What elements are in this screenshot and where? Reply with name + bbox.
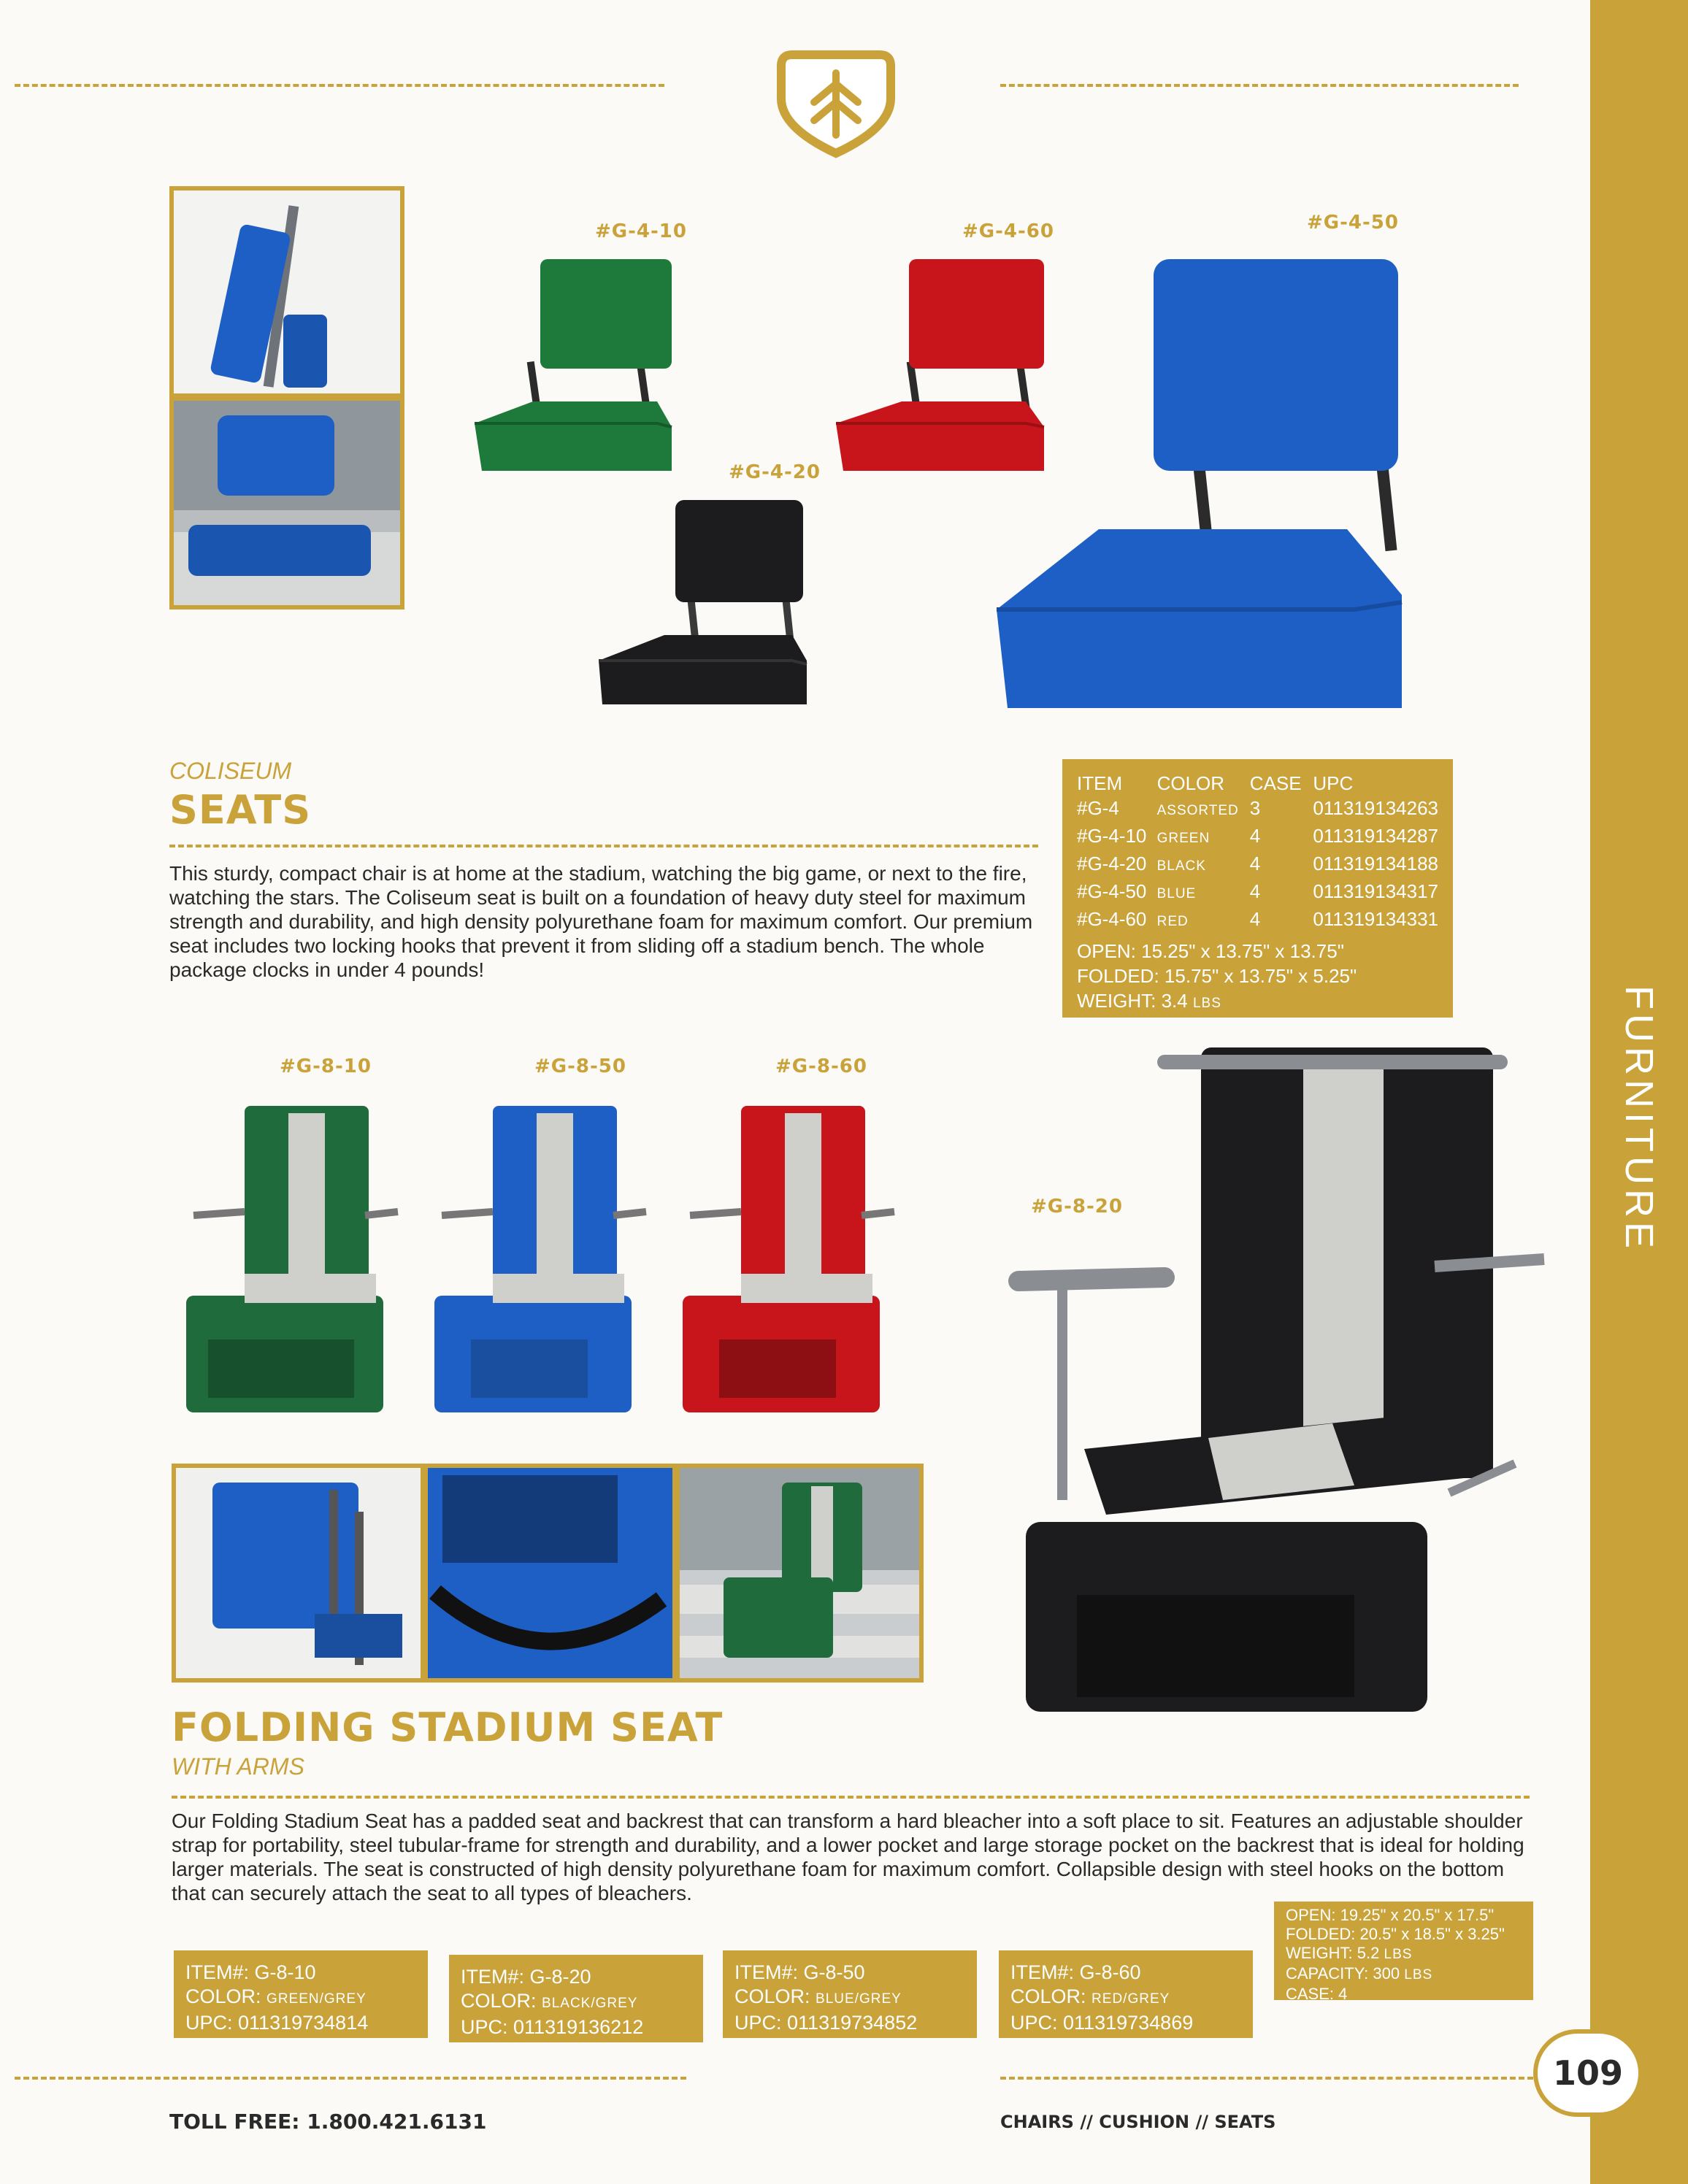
color-label: COLOR: — [461, 1990, 537, 2012]
item-upc-line — [461, 2015, 691, 2039]
page-number: 109 — [1533, 2029, 1643, 2117]
item-upc: 011319734852 — [787, 2012, 918, 2034]
item-upc-line — [185, 2011, 416, 2035]
item-card — [723, 1950, 977, 2038]
spec-capacity-unit: LBS — [1404, 1967, 1433, 1983]
spec-color: GREEN — [1156, 831, 1211, 846]
product-code: #G-8-10 — [280, 1056, 372, 1077]
spec-color: RED — [1156, 914, 1189, 929]
spec-header: COLOR — [1156, 772, 1225, 794]
section-title: SEATS — [169, 787, 312, 833]
spec-weight-label: WEIGHT: — [1077, 990, 1156, 1012]
spec-case: 4 — [1249, 908, 1261, 930]
spec-open-label: OPEN: — [1286, 1906, 1336, 1924]
spec-case: 4 — [1249, 825, 1261, 847]
photo-folded-seat — [169, 186, 404, 398]
item-number: G-8-10 — [254, 1961, 316, 1983]
spec-folded-value: 15.75" x 13.75" x 5.25" — [1164, 965, 1357, 987]
coliseum-seat-blue — [989, 252, 1409, 734]
upc-label: UPC: — [185, 2012, 233, 2034]
spec-header-row — [1077, 771, 1438, 796]
photo-folded-stadium-seat — [172, 1464, 425, 1683]
item-label: ITEM#: — [734, 1961, 799, 1983]
item-number: G-8-60 — [1079, 1961, 1141, 1983]
spec-upc: 011319134287 — [1313, 825, 1438, 847]
spec-weight-unit: LBS — [1192, 996, 1221, 1011]
folding-spec-box — [1274, 1902, 1533, 2003]
spec-weight — [1077, 988, 1438, 1016]
spec-item: #G-4-10 — [1077, 825, 1147, 847]
item-color-line — [1010, 1985, 1241, 2011]
spec-case: 3 — [1249, 797, 1261, 819]
spec-open — [1077, 939, 1438, 964]
photo-seat-on-bleacher — [675, 1464, 924, 1683]
product-code: #G-4-20 — [729, 461, 821, 483]
spec-folded — [1077, 964, 1438, 988]
folding-seat-blue — [427, 1099, 653, 1420]
item-color: BLUE/GREY — [816, 1991, 902, 2007]
item-color: BLACK/GREY — [542, 1996, 638, 2011]
item-upc: 011319734869 — [1063, 2012, 1194, 2034]
folding-description: Our Folding Stadium Seat has a padded seat and backrest that can transform a hard bleacher into a soft place to sit. Features an adjustable shoulder strap for portability, steel tubular-frame for strength and durability, and a lower pocket and large storage pocket on the backrest that is ideal for holding larger materials. The seat is constructed of high density polyurethane foam for maximum comfort. Collapsible design with steel hooks on the bottom that can securely attach the seat to all types of bleachers. — [172, 1810, 1524, 1904]
spec-item: #G-4 — [1077, 797, 1119, 819]
product-code: #G-4-10 — [595, 220, 687, 242]
item-color: RED/GREY — [1092, 1991, 1170, 2007]
item-number: G-8-20 — [529, 1966, 591, 1988]
section-divider — [172, 1796, 1530, 1799]
spec-weight-label: WEIGHT: — [1286, 1944, 1353, 1962]
spec-case — [1286, 1985, 1522, 2004]
item-color-line — [461, 1989, 691, 2015]
item-color-line — [734, 1985, 965, 2011]
spec-weight — [1286, 1944, 1522, 1964]
spec-capacity-label: CAPACITY: — [1286, 1964, 1369, 1983]
spec-item: #G-4-50 — [1077, 880, 1147, 902]
section-label: FURNITURE — [1617, 985, 1661, 1253]
item-color-line — [185, 1985, 416, 2011]
color-label: COLOR: — [185, 1985, 261, 2007]
spec-open — [1286, 1906, 1522, 1925]
spec-row — [1077, 879, 1438, 907]
product-code: #G-4-60 — [962, 220, 1054, 242]
section-title: FOLDING STADIUM SEAT — [172, 1704, 724, 1750]
footer-divider-left — [15, 2077, 686, 2080]
spec-header: ITEM — [1077, 772, 1123, 794]
footer-category: CHAIRS // CUSHION // SEATS — [1000, 2112, 1276, 2132]
item-label: ITEM#: — [461, 1966, 525, 1988]
item-card — [449, 1955, 703, 2042]
spec-weight-value: 3.4 — [1161, 990, 1188, 1012]
item-label: ITEM#: — [185, 1961, 250, 1983]
spec-row — [1077, 851, 1438, 879]
item-color: GREEN/GREY — [266, 1991, 367, 2007]
item-upc-line — [734, 2011, 965, 2035]
photo-seat-on-bench — [169, 396, 404, 610]
toll-free-number: TOLL FREE: 1.800.421.6131 — [169, 2110, 487, 2134]
header-divider-left — [15, 84, 664, 87]
spec-capacity — [1286, 1964, 1522, 1985]
spec-folded-label: FOLDED: — [1077, 965, 1159, 987]
header-divider-right — [1000, 84, 1519, 87]
spec-row — [1077, 907, 1438, 934]
item-number-line — [734, 1961, 965, 1985]
spec-header: CASE — [1249, 772, 1302, 794]
item-number: G-8-50 — [803, 1961, 865, 1983]
footer-divider-right — [1000, 2077, 1533, 2080]
color-label: COLOR: — [1010, 1985, 1086, 2007]
product-code: #G-8-50 — [534, 1056, 626, 1077]
item-label: ITEM#: — [1010, 1961, 1075, 1983]
item-upc: 011319734814 — [238, 2012, 369, 2034]
photo-shoulder-strap — [423, 1464, 677, 1683]
folding-seat-red — [675, 1099, 902, 1420]
brand-logo-icon — [770, 40, 902, 164]
coliseum-seat-green — [460, 252, 679, 493]
spec-folded — [1286, 1925, 1522, 1944]
product-code: #G-4-50 — [1307, 212, 1399, 234]
spec-color: BLACK — [1156, 858, 1206, 874]
spec-item: #G-4-20 — [1077, 853, 1147, 874]
spec-item: #G-4-60 — [1077, 908, 1147, 930]
spec-open-value: 15.25" x 13.75" x 13.75" — [1141, 940, 1344, 962]
upc-label: UPC: — [1010, 2012, 1058, 2034]
upc-label: UPC: — [734, 2012, 782, 2034]
spec-weight-unit: LBS — [1384, 1947, 1413, 1962]
spec-case: 4 — [1249, 853, 1261, 874]
item-number-line — [461, 1965, 691, 1989]
spec-case-label: CASE: — [1286, 1985, 1335, 2003]
product-code: #G-8-20 — [1031, 1196, 1123, 1218]
color-label: COLOR: — [734, 1985, 810, 2007]
spec-case-value: 4 — [1338, 1985, 1348, 2003]
spec-color: BLUE — [1156, 886, 1197, 901]
section-subtitle: COLISEUM — [169, 758, 292, 784]
section-divider — [169, 845, 1038, 847]
spec-color: ASSORTED — [1156, 803, 1239, 818]
spec-upc: 011319134188 — [1313, 853, 1438, 874]
section-subtitle: WITH ARMS — [172, 1753, 304, 1780]
coliseum-spec-table — [1062, 759, 1453, 1018]
spec-header: UPC — [1313, 772, 1354, 794]
spec-open-value: 19.25" x 20.5" x 17.5" — [1340, 1906, 1495, 1924]
item-card — [174, 1950, 428, 2038]
folding-seat-black — [997, 1040, 1559, 1719]
spec-weight-value: 5.2 — [1357, 1944, 1380, 1962]
coliseum-seat-black — [595, 496, 814, 715]
spec-upc: 011319134317 — [1313, 880, 1438, 902]
folding-seat-green — [179, 1099, 405, 1420]
item-upc-line — [1010, 2011, 1241, 2035]
upc-label: UPC: — [461, 2016, 508, 2038]
spec-capacity-value: 300 — [1373, 1964, 1400, 1983]
product-code: #G-8-60 — [775, 1056, 867, 1077]
item-upc: 011319136212 — [513, 2016, 644, 2038]
item-card — [999, 1950, 1253, 2038]
spec-folded-value: 20.5" x 18.5" x 3.25" — [1359, 1925, 1505, 1943]
item-number-line — [1010, 1961, 1241, 1985]
spec-open-label: OPEN: — [1077, 940, 1136, 962]
spec-row — [1077, 796, 1438, 823]
coliseum-description: This sturdy, compact chair is at home at the stadium, watching the big game, or next to the fire, watching the stars. The Coliseum seat is built on a foundation of heavy duty steel for maximum strength and durability, and high density polyurethane foam for maximum comfort. Our premium seat includes two locking hooks that prevent it from sliding off a stadium bench. The whole package clocks in under 4 pounds! — [169, 862, 1033, 981]
spec-case: 4 — [1249, 880, 1261, 902]
spec-upc: 011319134263 — [1313, 797, 1438, 819]
spec-row — [1077, 823, 1438, 851]
spec-folded-label: FOLDED: — [1286, 1925, 1356, 1943]
spec-upc: 011319134331 — [1313, 908, 1438, 930]
item-number-line — [185, 1961, 416, 1985]
